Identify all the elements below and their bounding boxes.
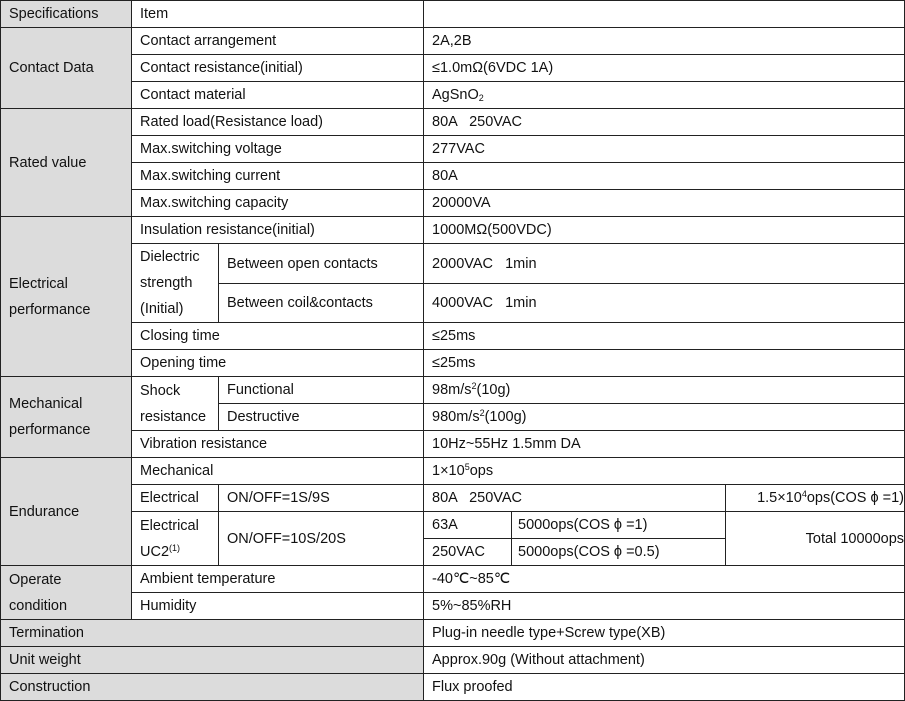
max-current-value: 80A	[424, 163, 905, 190]
rated-load-value: 80A 250VAC	[424, 109, 905, 136]
electrical-endurance-load: 80A 250VAC	[424, 485, 726, 512]
shock-resistance-label: Shock resistance	[132, 377, 219, 431]
vibration-resistance-label: Vibration resistance	[132, 431, 424, 458]
uc2-ops-cos05: 5000ops(COS ϕ =0.5)	[512, 539, 726, 566]
group-endurance: Endurance	[1, 458, 132, 566]
max-voltage-label: Max.switching voltage	[132, 136, 424, 163]
functional-label: Functional	[219, 377, 424, 404]
vibration-resistance-value: 10Hz~55Hz 1.5mm DA	[424, 431, 905, 458]
group-mechanical-performance: Mechanical performance	[1, 377, 132, 458]
contact-material-label: Contact material	[132, 82, 424, 109]
ambient-temperature-label: Ambient temperature	[132, 566, 424, 593]
humidity-value: 5%~85%RH	[424, 593, 905, 620]
opening-time-value: ≤25ms	[424, 350, 905, 377]
humidity-label: Humidity	[132, 593, 424, 620]
uc2-condition: ON/OFF=10S/20S	[219, 512, 424, 566]
header-item: Item	[132, 1, 424, 28]
uc2-total-ops: Total 10000ops	[726, 512, 905, 566]
uc2-current: 63A	[424, 512, 512, 539]
mechanical-endurance-value: $1\times 10^5ops$	[424, 458, 905, 485]
contact-material-value: AgSnO2	[424, 82, 905, 109]
electrical-endurance-condition: ON/OFF=1S/9S	[219, 485, 424, 512]
header-value	[424, 1, 905, 28]
contact-resistance-label: Contact resistance(initial)	[132, 55, 424, 82]
destructive-value: $980m/s^2(100g)$	[424, 404, 905, 431]
insulation-value: 1000MΩ(500VDC)	[424, 217, 905, 244]
electrical-uc2-label: Electrical UC2$^{(1)}$	[132, 512, 219, 566]
contact-arrangement-value: 2A,2B	[424, 28, 905, 55]
electrical-endurance-ops: $1.5\times 10^4ops(COS$ ϕ =1)	[726, 485, 905, 512]
group-electrical-performance: Electrical performance	[1, 217, 132, 377]
rated-load-label: Rated load(Resistance load)	[132, 109, 424, 136]
max-capacity-label: Max.switching capacity	[132, 190, 424, 217]
construction-label: Construction	[1, 674, 424, 701]
between-coil-contacts-value: 4000VAC 1min	[424, 284, 905, 323]
termination-label: Termination	[1, 620, 424, 647]
between-coil-contacts-label: Between coil&contacts	[219, 284, 424, 323]
contact-arrangement-label: Contact arrangement	[132, 28, 424, 55]
ambient-temperature-value: -40℃~85℃	[424, 566, 905, 593]
unit-weight-label: Unit weight	[1, 647, 424, 674]
group-operate-condition: Operate condition	[1, 566, 132, 620]
contact-resistance-value: ≤1.0mΩ(6VDC 1A)	[424, 55, 905, 82]
insulation-label: Insulation resistance(initial)	[132, 217, 424, 244]
uc2-voltage: 250VAC	[424, 539, 512, 566]
between-open-contacts-value: 2000VAC 1min	[424, 244, 905, 284]
group-contact-data: Contact Data	[1, 28, 132, 109]
mechanical-endurance-label: Mechanical	[132, 458, 424, 485]
destructive-label: Destructive	[219, 404, 424, 431]
electrical-endurance-label: Electrical	[132, 485, 219, 512]
unit-weight-value: Approx.90g (Without attachment)	[424, 647, 905, 674]
closing-time-label: Closing time	[132, 323, 424, 350]
opening-time-label: Opening time	[132, 350, 424, 377]
functional-value: $98m/s^2(10g)$	[424, 377, 905, 404]
construction-value: Flux proofed	[424, 674, 905, 701]
termination-value: Plug-in needle type+Screw type(XB)	[424, 620, 905, 647]
closing-time-value: ≤25ms	[424, 323, 905, 350]
between-open-contacts-label: Between open contacts	[219, 244, 424, 284]
dielectric-strength-label: Dielectric strength (Initial)	[132, 244, 219, 323]
group-rated-value: Rated value	[1, 109, 132, 217]
header-specifications: Specifications	[1, 1, 132, 28]
max-current-label: Max.switching current	[132, 163, 424, 190]
max-capacity-value: 20000VA	[424, 190, 905, 217]
uc2-ops-cos1: 5000ops(COS ϕ =1)	[512, 512, 726, 539]
max-voltage-value: 277VAC	[424, 136, 905, 163]
